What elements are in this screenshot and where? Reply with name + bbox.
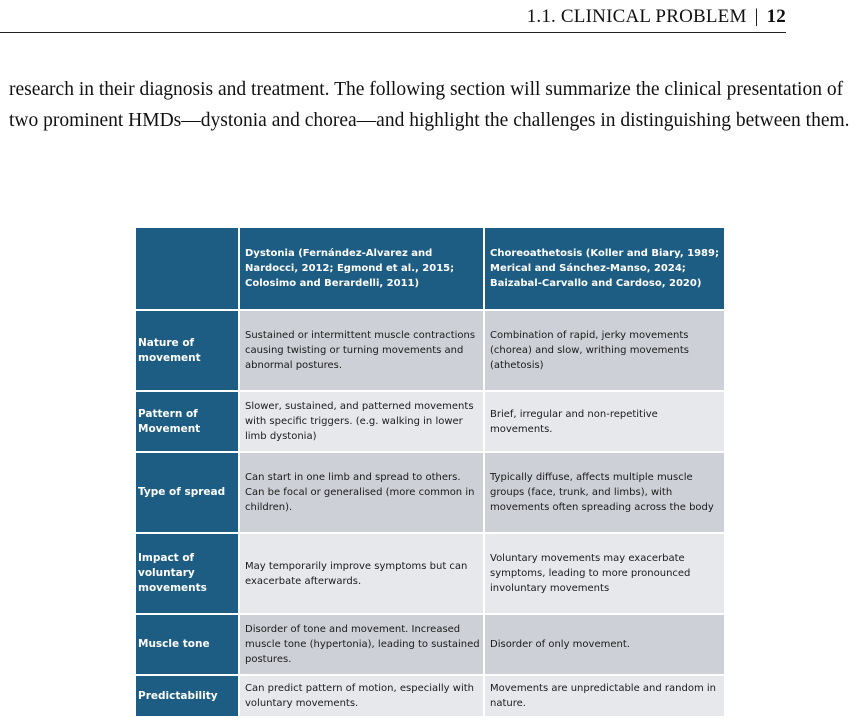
choreoathetosis-cell: Typically diffuse, affects multiple muscle groups (face, trunk, and limbs), with movements often spreading across the body <box>484 452 724 533</box>
choreoathetosis-cell: Voluntary movements may exacerbate symptoms, leading to more pronounced involuntary movements <box>484 533 724 614</box>
paragraph-text: research in their diagnosis and treatment. The following section will summarize the clinical presentation of two prominent HMDs—dystonia and chorea—and highlight the challenges in distinguishing between them. <box>9 79 850 131</box>
table-row <box>136 614 724 675</box>
running-header-text <box>527 6 786 28</box>
row-label: Muscle tone <box>136 614 239 675</box>
dystonia-cell: Can start in one limb and spread to others. Can be focal or generalised (more common in children). <box>239 452 484 533</box>
comparison-table <box>136 228 724 716</box>
row-label: Predictability <box>136 675 239 716</box>
body-paragraph <box>9 74 861 136</box>
table-header-row <box>136 228 724 310</box>
row-label: Pattern of Movement <box>136 391 239 452</box>
header-separator: | <box>754 6 759 27</box>
table-row <box>136 533 724 614</box>
page-number: 12 <box>766 6 786 27</box>
running-header <box>0 0 786 33</box>
header-dystonia: Dystonia (Fernández-Alvarez and Nardocci, 2012; Egmond et al., 2015; Colosimo and Berardelli, 2011) <box>239 228 484 310</box>
table-row <box>136 310 724 391</box>
section-title: 1.1. CLINICAL PROBLEM <box>526 6 747 27</box>
choreoathetosis-cell: Brief, irregular and non-repetitive movements. <box>484 391 724 452</box>
table-row <box>136 675 724 716</box>
dystonia-cell: May temporarily improve symptoms but can exacerbate afterwards. <box>239 533 484 614</box>
comparison-table-container <box>136 228 724 716</box>
row-label: Type of spread <box>136 452 239 533</box>
dystonia-cell: Disorder of tone and movement. Increased muscle tone (hypertonia), leading to sustained postures. <box>239 614 484 675</box>
choreoathetosis-cell: Combination of rapid, jerky movements (chorea) and slow, writhing movements (athetosis) <box>484 310 724 391</box>
choreoathetosis-cell: Movements are unpredictable and random in nature. <box>484 675 724 716</box>
row-label: Nature of movement <box>136 310 239 391</box>
row-label: Impact of voluntary movements <box>136 533 239 614</box>
header-choreoathetosis: Choreoathetosis (Koller and Biary, 1989; Merical and Sánchez-Manso, 2024; Baizabal-Carvallo and Cardoso, 2020) <box>484 228 724 310</box>
header-corner <box>136 228 239 310</box>
dystonia-cell: Can predict pattern of motion, especially with voluntary movements. <box>239 675 484 716</box>
choreoathetosis-cell: Disorder of only movement. <box>484 614 724 675</box>
table-row <box>136 452 724 533</box>
table-row <box>136 391 724 452</box>
dystonia-cell: Slower, sustained, and patterned movements with specific triggers. (e.g. walking in lower limb dystonia) <box>239 391 484 452</box>
dystonia-cell: Sustained or intermittent muscle contractions causing twisting or turning movements and abnormal postures. <box>239 310 484 391</box>
